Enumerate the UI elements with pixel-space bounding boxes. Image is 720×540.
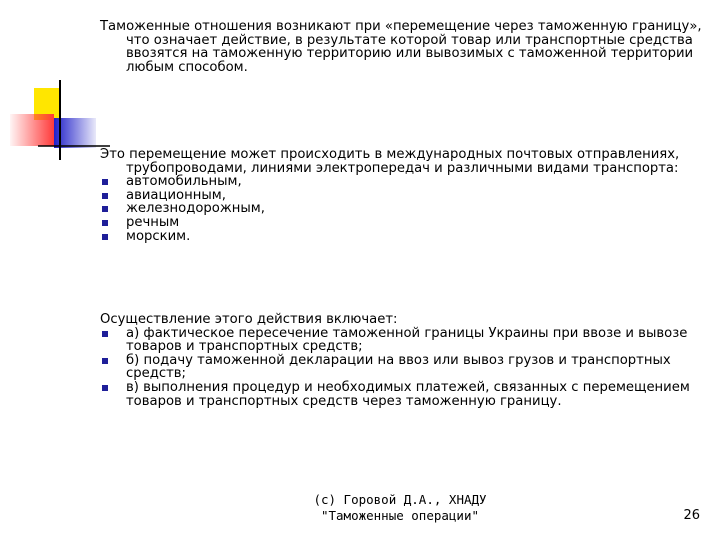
footer-author: (c) Горовой Д.А., ХНАДУ bbox=[313, 492, 487, 507]
corner-decoration bbox=[0, 0, 110, 170]
paragraph1-text: Таможенные отношения возникают при «перемещение через таможенную границу», что означает действие, в результате которой товар или транспортные средства ввозятся на таможенную территорию или вывозимых с таможенной территории любым способом. bbox=[100, 19, 702, 75]
square-bullet-icon bbox=[102, 385, 108, 391]
square-bullet-icon bbox=[102, 331, 108, 337]
list-item: авиационным, bbox=[100, 189, 720, 203]
list-item: а) фактическое пересечение таможенной границы Украины при ввозе и вывозе товаров и транспортных средств; bbox=[100, 327, 720, 354]
paragraph-movement-ways bbox=[100, 148, 720, 243]
square-bullet-icon bbox=[102, 179, 108, 185]
paragraph3-intro: Осуществление этого действия включает: bbox=[100, 312, 398, 327]
list-item: железнодорожным, bbox=[100, 202, 720, 216]
action-list bbox=[100, 327, 720, 409]
paragraph-action-includes bbox=[100, 313, 720, 408]
square-bullet-icon bbox=[102, 206, 108, 212]
list-item: в) выполнения процедур и необходимых платежей, связанных с перемещением товаров и транспортных средств через таможенную границу. bbox=[100, 381, 720, 408]
square-bullet-icon bbox=[102, 193, 108, 199]
square-bullet-icon bbox=[102, 220, 108, 226]
list-item: автомобильным, bbox=[100, 175, 720, 189]
slide-footer bbox=[300, 492, 500, 523]
red-square bbox=[10, 114, 54, 146]
square-bullet-icon bbox=[102, 234, 108, 240]
list-item: речным bbox=[100, 216, 720, 230]
transport-list bbox=[100, 175, 720, 243]
list-item: морским. bbox=[100, 230, 720, 244]
page-number: 26 bbox=[683, 508, 700, 523]
square-bullet-icon bbox=[102, 358, 108, 364]
footer-course: "Таможенные операции" bbox=[320, 507, 480, 523]
list-item: б) подачу таможенной декларации на ввоз или вывоз грузов и транспортных средств; bbox=[100, 354, 720, 381]
paragraph2-intro: Это перемещение может происходить в международных почтовых отправлениях, трубопроводами, линиями электропередач и различными видами транспорта: bbox=[100, 147, 680, 176]
paragraph-customs-relations bbox=[100, 20, 720, 74]
